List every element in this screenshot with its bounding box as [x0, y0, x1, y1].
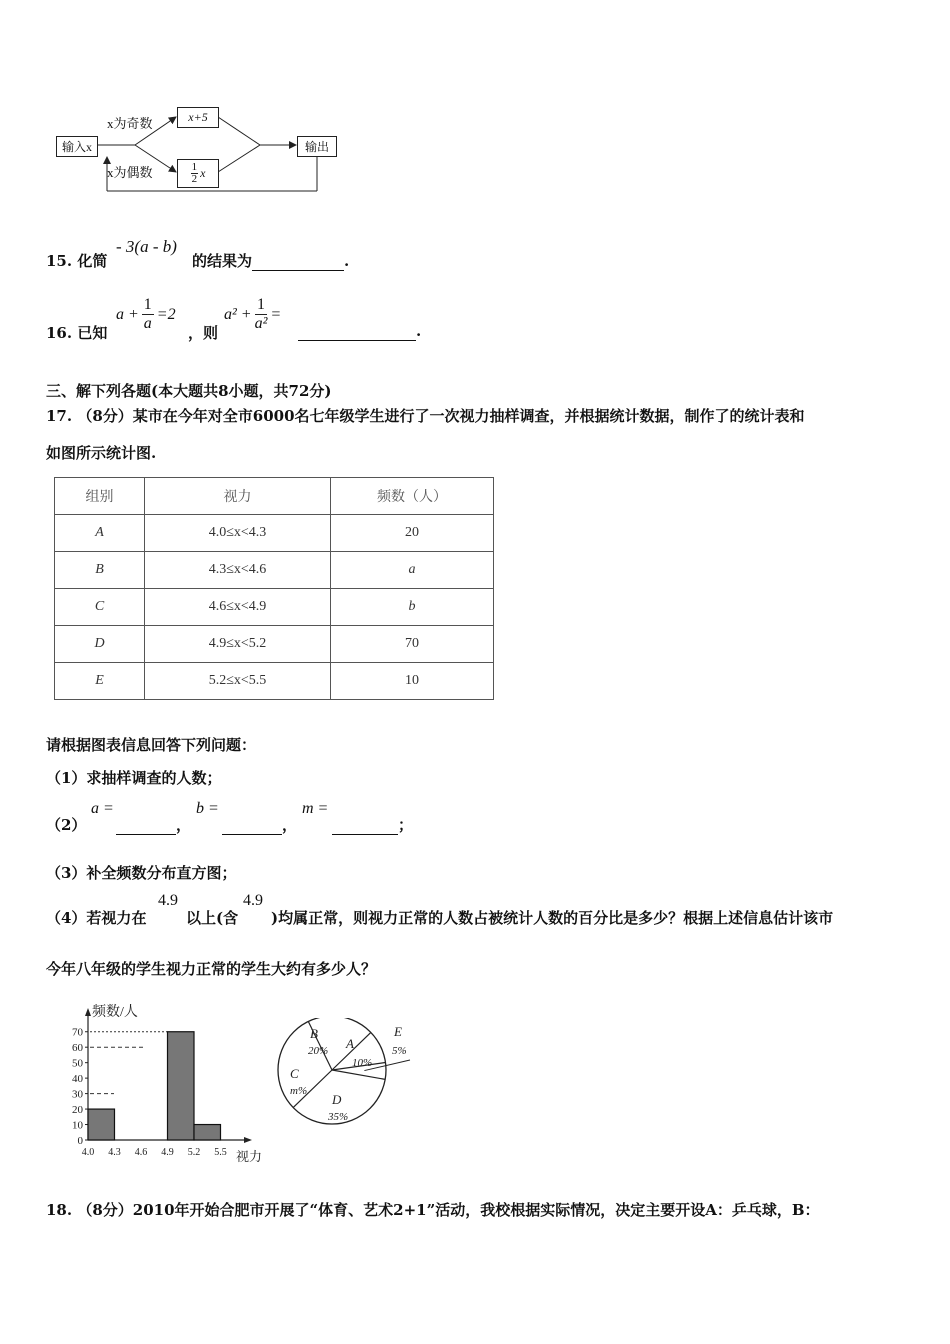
question-15: [46, 250, 107, 271]
table-row: [55, 515, 494, 552]
sub2-end: ；: [398, 816, 414, 834]
vision-table: [54, 477, 494, 700]
table-cell: E: [55, 663, 145, 700]
q17-sub-2-a: a =: [91, 800, 114, 817]
flow-output-label: 输出: [304, 140, 329, 154]
table-cell: B: [55, 552, 145, 589]
flow-even-label: x为偶数: [107, 165, 153, 180]
table-row: [55, 663, 494, 700]
q16-mid: ，则: [188, 324, 219, 342]
flow-odd-box: [177, 107, 219, 128]
table-cell: 5.2≤x<5.5: [145, 663, 331, 700]
flow-even-num: 1: [191, 161, 198, 173]
table-cell: 20: [331, 515, 494, 552]
histogram-bar: [194, 1125, 221, 1140]
q17-sub-2-blank-a: [116, 814, 191, 835]
pie-label-e: E: [394, 1024, 402, 1039]
x-axis-arrow: [244, 1137, 252, 1143]
histogram-bar: [88, 1109, 115, 1140]
q17-sub-4-val1: 4.9: [158, 892, 178, 909]
flow-input-label: 输入x: [61, 140, 92, 154]
q17-sub-2-m: m =: [302, 800, 329, 817]
q17-sub-3: （3）补全频数分布直方图；: [46, 864, 237, 882]
q16-cond-lhs: a +: [116, 305, 139, 323]
pie-value-b: 20%: [308, 1045, 329, 1057]
q15-text: 化简: [77, 252, 108, 270]
y-tick-label: 0: [77, 1135, 83, 1147]
q17-sub-4-c: )均属正常，则视力正常的人数占被统计人数的百分比是多少？根据上述信息估计该市: [271, 909, 834, 927]
flow-even-fraction: [191, 162, 199, 185]
x-tick-label: 4.6: [134, 1147, 148, 1158]
histogram-chart: [54, 1002, 284, 1167]
table-cell: 4.9≤x<5.2: [145, 626, 331, 663]
x-axis-label: 视力: [236, 1149, 263, 1164]
q17-sub-2-b: b =: [196, 800, 219, 817]
pie-divider: [332, 1070, 385, 1079]
q17-sub-2-label: （2）: [46, 816, 87, 834]
q17-sub-4-val2: 4.9: [243, 892, 263, 909]
table-cell: 4.0≤x<4.3: [145, 515, 331, 552]
q16-number: 16.: [46, 324, 73, 342]
y-tick-label: 20: [72, 1104, 83, 1117]
flow-even-var: x: [200, 166, 206, 180]
blank-a: [116, 816, 176, 835]
flow-input-box: [56, 136, 98, 157]
flow-even-box: [177, 159, 219, 188]
blank-b: [222, 816, 282, 835]
table-header-cell: 组别: [55, 478, 145, 515]
pie-label-b: B: [310, 1026, 318, 1041]
q16-ask-eq: =: [270, 305, 282, 323]
q16-cond-fraction: [142, 296, 154, 333]
pie-value-d: 35%: [328, 1111, 349, 1123]
question-16: [46, 322, 107, 343]
q17-sub-4-a: （4）若视力在: [46, 909, 147, 927]
y-tick-label: 40: [72, 1073, 83, 1086]
q16-cond-num: 1: [143, 296, 152, 313]
table-header-row: [55, 478, 494, 515]
q16-condition: [116, 296, 176, 333]
pie-chart: [270, 1018, 430, 1138]
q15-end: .: [344, 252, 350, 270]
q16-cond-den: a: [143, 315, 152, 332]
flow-output-box: [297, 136, 337, 157]
table-row: [55, 626, 494, 663]
y-tick-label: 70: [72, 1026, 83, 1039]
q18-line-1: 18. （8分）2010年开始合肥市开展了“体育、艺术2+1”活动，我校根据实际情况，决定主要开设A：乒乓球，B：: [46, 1201, 820, 1219]
y-tick-label: 50: [72, 1057, 83, 1070]
q17-sub-2-blank-b: [222, 814, 297, 835]
q16-text: 已知: [77, 324, 108, 342]
table-cell: C: [55, 589, 145, 626]
table-cell: 4.3≤x<4.6: [145, 552, 331, 589]
table-cell: b: [331, 589, 494, 626]
x-tick-label: 4.9: [161, 1147, 174, 1158]
q17-sub-2-blank-m: [332, 814, 413, 835]
table-cell: A: [55, 515, 145, 552]
pie-label-c: C: [290, 1066, 299, 1081]
q15-blank: [252, 252, 344, 271]
q16-end: .: [416, 322, 422, 340]
pie-value-e: 5%: [392, 1045, 407, 1057]
y-tick-label: 10: [72, 1119, 83, 1132]
q16-answer: [298, 322, 421, 341]
y-tick-label: 60: [72, 1042, 83, 1055]
pie-value-c: m%: [290, 1085, 308, 1097]
q16-ask-den: a²: [254, 315, 268, 332]
sep-1: ，: [176, 816, 192, 834]
table-cell: 10: [331, 663, 494, 700]
y-tick-label: 30: [72, 1088, 83, 1101]
histogram-bar: [168, 1032, 195, 1140]
table-cell: D: [55, 626, 145, 663]
q15-number: 15.: [46, 252, 73, 270]
blank-m: [332, 816, 398, 835]
q16-blank: [298, 322, 416, 341]
q16-ask: [224, 296, 281, 333]
y-axis-arrow: [85, 1008, 91, 1016]
q17-line-1: 17. （8分）某市在今年对全市6000名七年级学生进行了一次视力抽样调查，并根据统计数据，制作了的统计表和: [46, 407, 805, 425]
table-row: [55, 552, 494, 589]
pie-label-d: D: [332, 1092, 342, 1107]
q15-answer-line: [192, 250, 349, 271]
q17-sub-4-b: 以上(含: [186, 909, 239, 927]
q17-line-2: 如图所示统计图.: [46, 444, 157, 462]
q17-prompt: 请根据图表信息回答下列问题：: [46, 736, 257, 754]
q17-sub-1: （1）求抽样调查的人数；: [46, 769, 222, 787]
section-3-title: 三、解下列各题(本大题共8小题，共72分): [46, 382, 332, 400]
q15-result-text: 的结果为: [192, 252, 253, 270]
flow-even-den: 2: [191, 173, 198, 185]
flow-odd-label: x为奇数: [107, 116, 153, 131]
x-tick-label: 5.5: [214, 1147, 227, 1158]
x-tick-label: 4.0: [81, 1147, 95, 1158]
pie-value-a: 10%: [352, 1057, 373, 1069]
x-tick-label: 4.3: [108, 1147, 121, 1158]
q15-expression: - 3(a - b): [116, 237, 177, 256]
x-tick-label: 5.2: [187, 1147, 201, 1158]
pie-label-a: A: [346, 1036, 354, 1051]
q16-ask-fraction: [255, 296, 268, 333]
table-row: [55, 589, 494, 626]
y-axis-label: 频数/人: [92, 1005, 138, 1020]
table-cell: 4.6≤x<4.9: [145, 589, 331, 626]
q16-ask-lhs: a² +: [224, 305, 252, 323]
flow-odd-expr: x+5: [188, 110, 208, 124]
table-cell: a: [331, 552, 494, 589]
q17-sub-4-line2: 今年八年级的学生视力正常的学生大约有多少人？: [46, 960, 377, 978]
q16-cond-rhs: =2: [156, 305, 176, 323]
table-cell: 70: [331, 626, 494, 663]
table-header-cell: 视力: [145, 478, 331, 515]
table-header-cell: 频数（人）: [331, 478, 494, 515]
sep-2: ，: [282, 816, 298, 834]
q16-ask-num: 1: [256, 296, 265, 313]
